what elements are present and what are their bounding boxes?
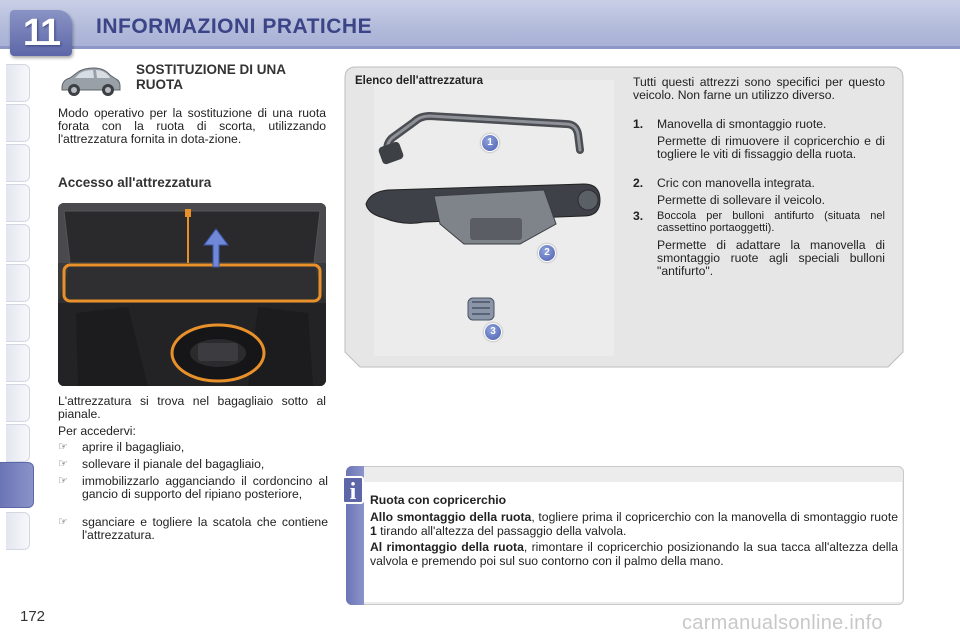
side-tab[interactable] [6,64,30,102]
info-title: Ruota con copricerchio [370,493,507,507]
section-title: SOSTITUZIONE DI UNA RUOTA [136,62,286,92]
pointing-hand-icon: ☞ [58,441,68,453]
trunk-photo [58,203,326,386]
chapter-number: 11 [22,12,60,54]
header-divider [0,46,960,49]
car-icon [58,64,122,98]
pointing-hand-icon: ☞ [58,516,68,528]
info-paragraph: Al rimontaggio della ruota, rimontare il copricerchio posizionando la sua tacca all'altezza della valvola e premendo poi sul suo contorno con il palmo della mano. [370,540,898,568]
callout-badge: 1 [481,134,499,152]
side-tab[interactable] [6,224,30,262]
tools-intro: Tutti questi attrezzi sono specifici per questo veicolo. Non farne un utilizzo diverso. [633,75,885,102]
intro-paragraph: Modo operativo per la sostituzione di una ruota forata con la ruota di scorta, utilizzando l'attrezzatura fornita in dota-zione. [58,106,326,147]
tool-description: Permette di sollevare il veicolo. [657,193,825,207]
list-item: 2. Cric con manovella integrata. [633,176,815,190]
tool-description: Permette di adattare la manovella di smontaggio ruote agli speciali bulloni "antifurto". [657,238,885,278]
page-title: INFORMAZIONI PRATICHE [96,15,373,38]
subheading-access: Accesso all'attrezzatura [58,175,212,190]
list-item: ☞ immobilizzarlo agganciando il cordoncino al gancio di supporto del ripiano posteriore, [58,474,328,502]
info-icon: i [342,476,364,504]
side-tab[interactable] [6,104,30,142]
access-intro: Per accedervi: [58,424,136,438]
page-number: 172 [20,608,46,625]
list-item: ☞ sollevare il pianale del bagagliaio, [58,457,265,471]
location-text: L'attrezzatura si trova nel bagagliaio sotto al pianale. [58,394,326,422]
side-tab[interactable] [6,184,30,222]
side-tab[interactable] [6,424,30,462]
pointing-hand-icon: ☞ [58,475,68,487]
chapter-side-tabs [0,64,34,574]
tools-title: Elenco dell'attrezzatura [355,75,483,87]
list-item: ☞ sganciare e togliere la scatola che contiene l'attrezzatura. [58,515,328,543]
callout-badge: 2 [538,244,556,262]
side-tab[interactable] [6,344,30,382]
list-item: ☞ aprire il bagagliaio, [58,440,185,454]
side-tab-active[interactable] [0,462,34,508]
pointing-hand-icon: ☞ [58,458,68,470]
list-item: 1. Manovella di smontaggio ruote. [633,117,827,131]
side-tab[interactable] [6,512,30,550]
side-tab[interactable] [6,264,30,302]
info-paragraph: Allo smontaggio della ruota, togliere prima il copricerchio con la manovella di smontaggio ruote 1 tirando all'altezza del passaggio della valvola. [370,510,898,538]
watermark: carmanualsonline.info [682,612,883,634]
callout-badge: 3 [484,323,502,341]
list-item: 3. Boccola per bulloni antifurto (situata nel cassettino portaoggetti). [633,209,885,234]
side-tab[interactable] [6,144,30,182]
tool-description: Permette di rimuovere il copricerchio e di togliere le viti di fissaggio della ruota. [657,134,885,161]
side-tab[interactable] [6,384,30,422]
side-tab[interactable] [6,304,30,342]
